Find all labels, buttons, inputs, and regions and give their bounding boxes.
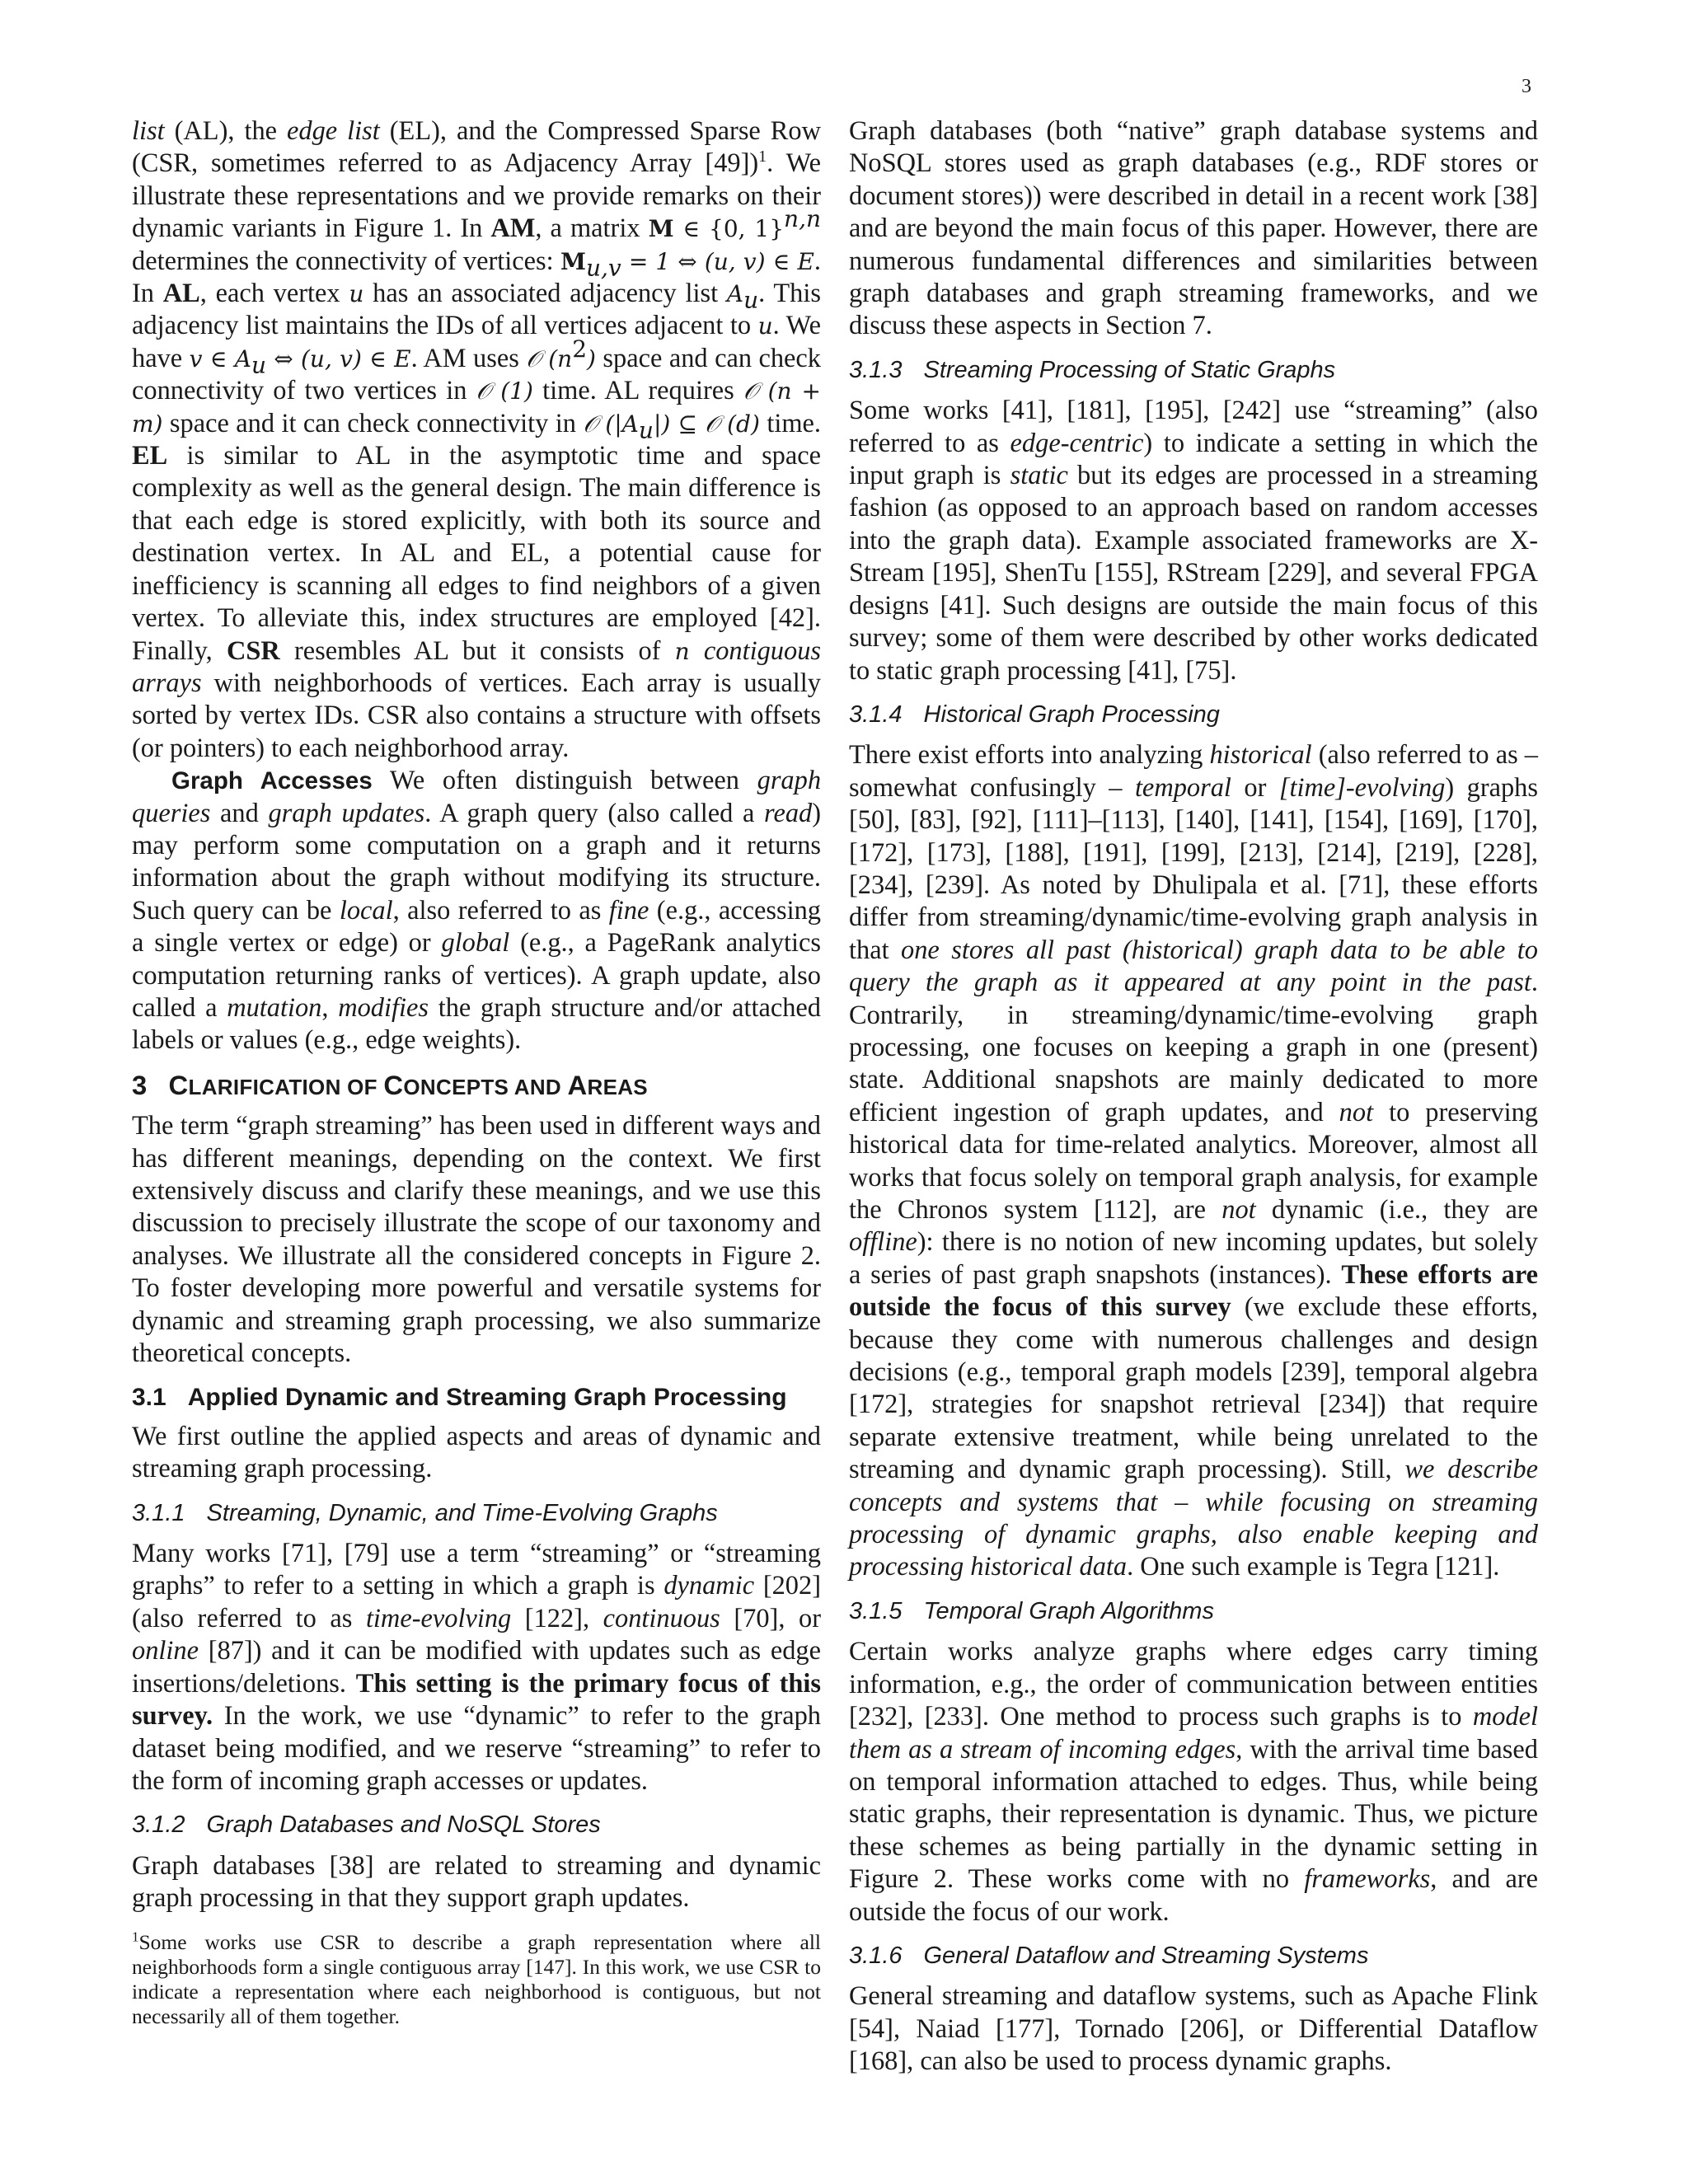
footnote-text: Some works use CSR to describe a graph representation where all neighborhoods form a single contiguous array [147]. In this work, we use CSR to indicate a representation where each neighborhood is contiguous, but not necessarily all of them together. bbox=[132, 1930, 821, 2028]
section-3-1-3-heading: 3.1.3 Streaming Processing of Static Graphs bbox=[849, 356, 1336, 383]
footnote bbox=[132, 1930, 821, 2029]
section-3-1-text: We first outline the applied aspects and areas of dynamic and streaming graph processing. bbox=[132, 1421, 821, 1484]
section-3-1-4-heading: 3.1.4 Historical Graph Processing bbox=[849, 701, 1220, 728]
section-3-1-1-heading: 3.1.1 Streaming, Dynamic, and Time-Evolving Graphs bbox=[132, 1499, 718, 1526]
section-3-1-5-heading: 3.1.5 Temporal Graph Algorithms bbox=[849, 1597, 1214, 1624]
paragraph-graph-representations: list (AL), the edge list (EL), and the Compressed Sparse Row (CSR, sometimes referred to as Adjacency Array [49])$^1$. We illustrate these representations and we provide remarks on their dynamic variants in Figure 1. In AM, a matrix M ∈ {0, 1}$^{n,n}$ determines the connectivity of vertices: $M_{u,v} = 1$ ⇔ (u, v) ∈ E. In AL, each vertex u has an associated adjacency list $A_u$. This adjacency list maintains the IDs of all vertices adjacent to u. We have v ∈ $A_u$ ⇔ (u, v) ∈ E. AM uses 𝒪 $(n^2)$ space and can check connectivity of two vertices in 𝒪 (1) time. AL requires 𝒪 (n + m) space and it can check connectivity in 𝒪 $(|A_u|)$ ⊆ 𝒪 (d) time. EL is similar to AL in the asymptotic time and space complexity as well as the general design. The main difference is that each edge is stored explicitly, with both its source and destination vertex. In AL and EL, a potential cause for inefficiency is scanning all edges to find neighbors of a given vertex. To alleviate this, index structures are employed [42]. Finally, CSR resembles AL but it consists of n contiguous arrays with neighborhoods of vertices. Each array is usually sorted by vertex IDs. CSR also contains a structure with offsets (or pointers) to each neighborhood array. bbox=[132, 116, 822, 763]
section-3-1-6-heading: 3.1.6 General Dataflow and Streaming Systems bbox=[849, 1942, 1369, 1969]
left-column bbox=[132, 115, 821, 1915]
section-3-1-6-text: General streaming and dataflow systems, such as Apache Flink [54], Naiad [177], Tornado [206], or Differential Dataflow [168], can also be used to process dynamic graphs. bbox=[849, 1981, 1538, 2077]
section-3-heading: 3 CLARIFICATION OF CONCEPTS AND AREAS bbox=[132, 1069, 648, 1100]
section-3-1-heading: 3.1 Applied Dynamic and Streaming Graph Processing bbox=[132, 1384, 787, 1412]
right-column bbox=[849, 115, 1538, 2079]
page-number: 3 bbox=[1522, 76, 1531, 97]
section-3-1-3-text: Some works [41], [181], [195], [242] use “streaming” (also referred to as edge-centric) to indicate a setting in which the input graph is static but its edges are processed in a streaming fashion (as opposed to an approach based on random accesses into the graph data). Example associated frameworks are X-Stream [195], ShenTu [155], RStream [229], and several FPGA designs [41]. Such designs are outside the main focus of this survey; some of them were described by other works dedicated to static graph processing [41], [75]. bbox=[849, 396, 1538, 686]
section-3-text: The term “graph streaming” has been used in different ways and has different meanings, depending on the context. We first extensively discuss and clarify these meanings, and we use this discussion to precisely illustrate the scope of our taxonomy and analyses. We illustrate all the considered concepts in Figure 2. To foster developing more powerful and versatile systems for dynamic and streaming graph processing, we also summarize theoretical concepts. bbox=[132, 1111, 821, 1369]
section-3-1-2-text: Graph databases [38] are related to streaming and dynamic graph processing in that they support graph updates. bbox=[132, 1850, 821, 1914]
section-3-1-4-text: There exist efforts into analyzing historical (also referred to as – somewhat confusingly – temporal or [time]-evolving) graphs [50], [83], [92], [111]–[113], [140], [141], [154], [169], [170], [172], [173], [188], [191], [199], [213], [214], [219], [228], [234], [239]. As noted by Dhulipala et al. [71], these efforts differ from streaming/dynamic/time-evolving graph analysis in that one stores all past (historical) graph data to be able to query the graph as it appeared at any point in the past. Contrarily, in streaming/dynamic/time-evolving graph processing, one focuses on keeping a graph in one (present) state. Additional snapshots are mainly dedicated to more efficient ingestion of graph updates, and not to preserving historical data for time-related analytics. Moreover, almost all works that focus solely on temporal graph analysis, for example the Chronos system [112], are not dynamic (i.e., they are offline): there is no notion of new incoming updates, but solely a series of past graph snapshots (instances). These efforts are outside the focus of this survey (we exclude these efforts, because they come with numerous challenges and design decisions (e.g., temporal graph models [239], temporal algebra [172], strategies for snapshot retrieval [234]) that require separate extensive treatment, while being unrelated to the streaming and dynamic graph processing). Still, we describe concepts and systems that – while focusing on streaming processing of dynamic graphs, also enable keeping and processing historical data. One such example is Tegra [121]. bbox=[849, 740, 1539, 1582]
paragraph-graph-accesses: Graph Accesses We often distinguish between graph queries and graph updates. A graph query (also called a read) may perform some computation on a graph and it returns information about the graph without modifying its structure. Such query can be local, also referred to as fine (e.g., accessing a single vertex or edge) or global (e.g., a PageRank analytics computation returning ranks of vertices). A graph update, also called a mutation, modifies the graph structure and/or attached labels or values (e.g., edge weights). bbox=[132, 766, 822, 1056]
footnote-marker: 1 bbox=[758, 148, 767, 166]
runin-heading-graph-accesses: Graph Accesses bbox=[171, 767, 373, 795]
section-3-1-5-text: Certain works analyze graphs where edges carry timing information, e.g., the order of communication between entities [232], [233]. One method to process such graphs is to model them as a stream of incoming edges, with the arrival time based on temporal information attached to edges. Thus, while being static graphs, their representation is dynamic. Thus, we picture these schemes as being partially in the dynamic setting in Figure 2. These works come with no frameworks, and are outside the focus of our work. bbox=[849, 1637, 1538, 1927]
section-3-1-2-heading: 3.1.2 Graph Databases and NoSQL Stores bbox=[132, 1811, 601, 1839]
graph-databases-continued: Graph databases (both “native” graph database systems and NoSQL stores used as graph databases (e.g., RDF stores or document stores)) were described in detail in a recent work [38] and are beyond the main focus of this paper. However, there are numerous fundamental differences and similarities between graph databases and graph streaming frameworks, and we discuss these aspects in Section 7. bbox=[849, 116, 1538, 341]
section-3-1-1-text: Many works [71], [79] use a term “streaming” or “streaming graphs” to refer to a setting in which a graph is dynamic [202] (also referred to as time-evolving [122], continuous [70], or online [87]) and it can be modified with updates such as edge insertions/deletions. This setting is the primary focus of this survey. In the work, we use “dynamic” to refer to the graph dataset being modified, and we reserve “streaming” to refer to the form of incoming graph accesses or updates. bbox=[132, 1539, 822, 1796]
footnote-mark: 1 bbox=[132, 1929, 139, 1945]
